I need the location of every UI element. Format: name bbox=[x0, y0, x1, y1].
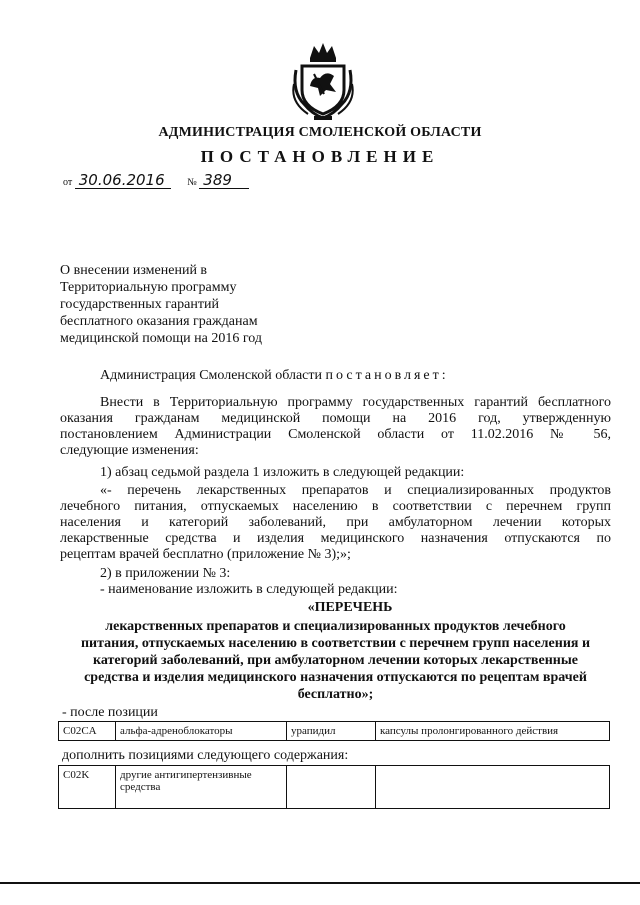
subject-line: Территориальную программу bbox=[60, 280, 237, 295]
list-title-text bbox=[60, 618, 611, 703]
add-positions-label: дополнить позициями следующего содержания: bbox=[62, 748, 349, 763]
date-prefix: от bbox=[63, 177, 73, 188]
form-cell bbox=[376, 766, 610, 809]
position-table bbox=[58, 721, 610, 741]
decree-line bbox=[100, 368, 449, 384]
document-subject bbox=[60, 262, 320, 347]
text-line: средства и изделия медицинского назначения отпускаются по рецептам врачей bbox=[84, 670, 587, 685]
text-line: категорий заболеваний, при амбулаторном лечении которых лекарственные bbox=[93, 653, 578, 668]
text-line: Внести в Территориальную программу государственных гарантий бесплатного bbox=[100, 395, 611, 410]
date-number-row bbox=[63, 172, 249, 189]
coat-of-arms-icon bbox=[290, 40, 356, 122]
drug-cell bbox=[287, 766, 376, 809]
code-cell: C02CA bbox=[59, 722, 116, 741]
list-title: «ПЕРЕЧЕНЬ bbox=[307, 600, 393, 615]
text-line: бесплатно»; bbox=[297, 687, 374, 702]
text-line: «- перечень лекарственных препаратов и специализированных продуктов bbox=[100, 483, 611, 498]
text-line: оказания гражданам медицинской помощи на 2016 год, утвержденную bbox=[60, 411, 611, 426]
text-line: рецептам врачей бесплатно (приложение № 3);»; bbox=[60, 547, 351, 562]
form-cell: капсулы пролонгированного действия bbox=[376, 722, 610, 741]
decree-verb: постановляет: bbox=[325, 368, 449, 383]
table-row bbox=[59, 766, 610, 809]
subject-line: бесплатного оказания гражданам bbox=[60, 314, 258, 329]
added-positions-table bbox=[58, 765, 610, 809]
text-line: населения и категорий заболеваний, при амбулаторном лечении которых bbox=[60, 515, 611, 530]
paragraph-intro bbox=[60, 395, 611, 459]
item-1: 1) абзац седьмой раздела 1 изложить в следующей редакции: bbox=[100, 465, 465, 480]
table-row bbox=[59, 722, 610, 741]
text-line: лечебного питания, отпускаемых населению в соответствии с перечнем групп bbox=[60, 499, 611, 514]
subject-line: медицинской помощи на 2016 год bbox=[60, 331, 262, 346]
group-cell: другие антигипертензивные средства bbox=[116, 766, 287, 809]
after-position-label: - после позиции bbox=[62, 705, 158, 720]
item-2-dash: - наименование изложить в следующей редакции: bbox=[100, 582, 398, 597]
text-line: лекарственные средства и изделия медицинского назначения отпускаются по bbox=[60, 531, 611, 546]
group-cell: альфа-адреноблокаторы bbox=[116, 722, 287, 741]
subject-line: О внесении изменений в bbox=[60, 263, 208, 278]
document-number: 389 bbox=[199, 172, 249, 189]
document-date: 30.06.2016 bbox=[75, 172, 171, 189]
text-line: лекарственных препаратов и специализированных продуктов лечебного bbox=[105, 619, 566, 634]
text-line: питания, отпускаемых населению в соответствии с перечнем групп населения и bbox=[80, 636, 591, 651]
document-type: ПОСТАНОВЛЕНИЕ bbox=[200, 147, 440, 166]
organization-name: АДМИНИСТРАЦИЯ СМОЛЕНСКОЙ ОБЛАСТИ bbox=[158, 125, 482, 140]
decree-lead: Администрация Смоленской области bbox=[100, 368, 326, 383]
text-line: следующие изменения: bbox=[60, 443, 199, 458]
code-cell: C02K bbox=[59, 766, 116, 809]
subject-line: государственных гарантий bbox=[60, 297, 219, 312]
text-line: постановлением Администрации Смоленской области от 11.02.2016 № 56, bbox=[60, 427, 611, 442]
number-prefix: № bbox=[187, 177, 197, 188]
bottom-rule bbox=[0, 882, 640, 884]
drug-cell: урапидил bbox=[287, 722, 376, 741]
quoted-paragraph bbox=[60, 483, 611, 563]
item-2: 2) в приложении № 3: bbox=[100, 566, 231, 581]
